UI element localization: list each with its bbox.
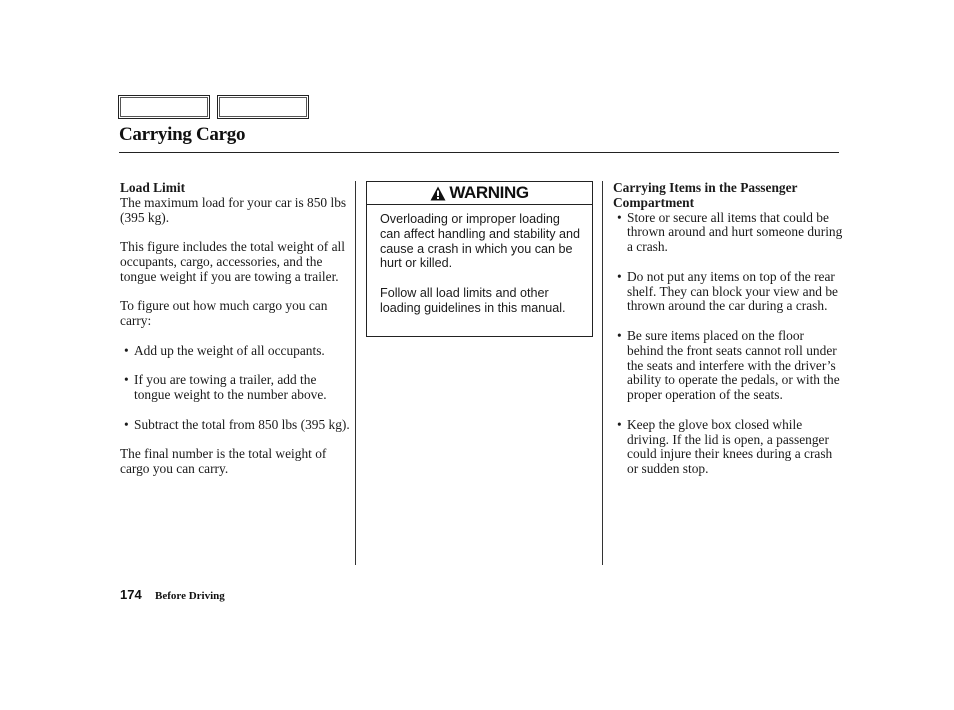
warning-triangle-icon — [430, 186, 446, 201]
list-item: • Add up the weight of all occupants. — [120, 344, 352, 359]
list-item: • If you are towing a trailer, add the tongue weight to the number above. — [120, 373, 352, 403]
warning-box — [366, 181, 593, 337]
load-limit-paragraph-1: The maximum load for your car is 850 lbs (395 kg). — [120, 194, 347, 225]
nav-tab-box-2[interactable] — [217, 95, 309, 119]
warning-paragraph-1: Overloading or improper loading can affect handling and stability and cause a crash in which you can be hurt or killed. — [380, 212, 581, 271]
passenger-compartment-column — [613, 181, 843, 492]
load-limit-paragraph-2: This figure includes the total weight of all occupants, cargo, accessories, and the tongue weight if you are towing a trailer. — [120, 239, 345, 284]
passenger-compartment-list — [613, 211, 843, 477]
nav-tab-box-1[interactable] — [118, 95, 210, 119]
column-divider-2 — [602, 181, 603, 565]
warning-label: WARNING — [449, 183, 529, 202]
passenger-compartment-heading: Carrying Items in the Passenger Compartment — [613, 180, 798, 210]
section-name: Before Driving — [155, 590, 225, 602]
title-divider — [119, 152, 839, 153]
list-item: • Store or secure all items that could be thrown around and hurt someone during a crash. — [613, 211, 843, 255]
list-item: • Be sure items placed on the floor behind the front seats cannot roll under the seats and interfere with the driver’s ability to operate the pedals, or with the proper operation of the seats. — [613, 329, 843, 403]
page-title: Carrying Cargo — [119, 124, 246, 145]
warning-paragraph-2: Follow all load limits and other loading guidelines in this manual. — [380, 285, 566, 315]
column-divider-1 — [355, 181, 356, 565]
warning-body — [367, 205, 592, 316]
load-limit-heading: Load Limit — [120, 180, 186, 195]
list-item: • Do not put any items on top of the rear shelf. They can block your view and be thrown around the car during a crash. — [613, 270, 843, 314]
list-item: • Subtract the total from 850 lbs (395 kg). — [120, 418, 352, 433]
page-number: 174 — [120, 587, 142, 602]
warning-header — [367, 182, 592, 205]
load-limit-paragraph-3: To figure out how much cargo you can carry: — [120, 298, 328, 329]
load-limit-column — [120, 181, 352, 492]
load-limit-steps — [120, 344, 352, 433]
load-limit-closing: The final number is the total weight of cargo you can carry. — [120, 446, 327, 477]
list-item: • Keep the glove box closed while driving. If the lid is open, a passenger could injure their knees during a crash or sudden stop. — [613, 418, 843, 477]
